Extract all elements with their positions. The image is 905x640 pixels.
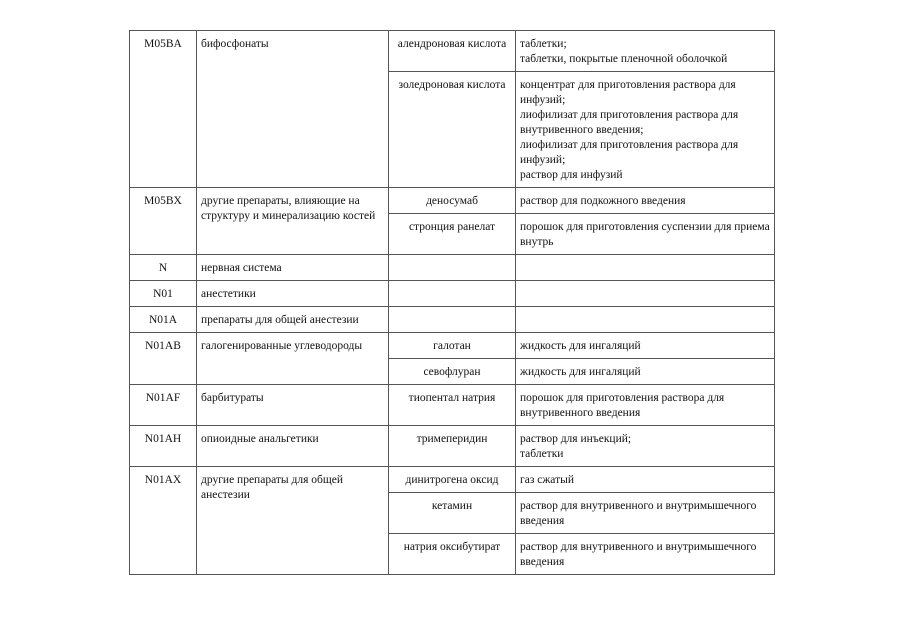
drug-name-cell xyxy=(389,281,516,307)
table-row xyxy=(130,385,775,426)
dosage-forms-cell xyxy=(516,493,775,534)
table-row xyxy=(130,307,775,333)
dosage-form-line: раствор для инфузий xyxy=(520,169,623,181)
atc-table-body xyxy=(130,31,775,575)
dosage-forms-cell xyxy=(516,333,775,359)
atc-group-cell: другие препараты для общей анестезии xyxy=(197,467,389,575)
dosage-forms-cell xyxy=(516,307,775,333)
atc-code-cell: N01A xyxy=(130,307,197,333)
table-row xyxy=(130,426,775,467)
table-row xyxy=(130,467,775,493)
table-row xyxy=(130,333,775,359)
drug-name-cell: севофлуран xyxy=(389,359,516,385)
dosage-form-line: жидкость для ингаляций xyxy=(520,340,641,352)
drug-name-cell: динитрогена оксид xyxy=(389,467,516,493)
atc-group-cell: опиоидные анальгетики xyxy=(197,426,389,467)
dosage-form-line: раствор для инъекций; xyxy=(520,433,632,445)
atc-code-cell: N01AH xyxy=(130,426,197,467)
atc-group-cell: анестетики xyxy=(197,281,389,307)
dosage-forms-cell xyxy=(516,534,775,575)
drug-name-cell: тиопентал натрия xyxy=(389,385,516,426)
dosage-forms-cell xyxy=(516,188,775,214)
atc-code-cell: N01AX xyxy=(130,467,197,575)
dosage-forms-cell xyxy=(516,359,775,385)
atc-group-cell: бифосфонаты xyxy=(197,31,389,188)
dosage-forms-cell xyxy=(516,467,775,493)
dosage-forms-cell xyxy=(516,214,775,255)
drug-name-cell: алендроновая кислота xyxy=(389,31,516,72)
table-row xyxy=(130,255,775,281)
drug-name-cell xyxy=(389,307,516,333)
dosage-form-line: порошок для приготовления раствора для внутривенного введения xyxy=(520,392,725,419)
dosage-form-line: таблетки; xyxy=(520,38,567,50)
atc-group-cell: другие препараты, влияющие на структуру и минерализацию костей xyxy=(197,188,389,255)
atc-table xyxy=(129,30,775,575)
dosage-form-line: концентрат для приготовления раствора для инфузий; xyxy=(520,79,736,106)
atc-code-cell: N01AB xyxy=(130,333,197,385)
dosage-form-line: раствор для внутривенного и внутримышечного введения xyxy=(520,500,757,527)
dosage-form-line: порошок для приготовления суспензии для приема внутрь xyxy=(520,221,770,248)
dosage-forms-cell xyxy=(516,385,775,426)
atc-group-cell: галогенированные углеводороды xyxy=(197,333,389,385)
dosage-form-line: лиофилизат для приготовления раствора для инфузий; xyxy=(520,139,739,166)
drug-name-cell: стронция ранелат xyxy=(389,214,516,255)
atc-group-cell: нервная система xyxy=(197,255,389,281)
drug-name-cell: кетамин xyxy=(389,493,516,534)
dosage-forms-cell xyxy=(516,426,775,467)
dosage-form-line: раствор для подкожного введения xyxy=(520,195,686,207)
dosage-forms-cell xyxy=(516,281,775,307)
dosage-forms-cell xyxy=(516,31,775,72)
drug-name-cell: деносумаб xyxy=(389,188,516,214)
drug-name-cell: галотан xyxy=(389,333,516,359)
atc-group-cell: препараты для общей анестезии xyxy=(197,307,389,333)
atc-code-cell: M05BA xyxy=(130,31,197,188)
atc-code-cell: M05BX xyxy=(130,188,197,255)
dosage-form-line: таблетки, покрытые пленочной оболочкой xyxy=(520,53,728,65)
dosage-form-line: газ сжатый xyxy=(520,474,575,486)
dosage-form-line: таблетки xyxy=(520,448,564,460)
atc-group-cell: барбитураты xyxy=(197,385,389,426)
table-row xyxy=(130,281,775,307)
drug-name-cell: тримеперидин xyxy=(389,426,516,467)
dosage-forms-cell xyxy=(516,72,775,188)
atc-code-cell: N xyxy=(130,255,197,281)
dosage-form-line: лиофилизат для приготовления раствора для внутривенного введения; xyxy=(520,109,739,136)
dosage-form-line: раствор для внутривенного и внутримышечного введения xyxy=(520,541,757,568)
table-row xyxy=(130,188,775,214)
dosage-forms-cell xyxy=(516,255,775,281)
dosage-form-line: жидкость для ингаляций xyxy=(520,366,641,378)
drug-name-cell: натрия оксибутират xyxy=(389,534,516,575)
atc-code-cell: N01AF xyxy=(130,385,197,426)
drug-name-cell xyxy=(389,255,516,281)
atc-code-cell: N01 xyxy=(130,281,197,307)
table-row xyxy=(130,31,775,72)
drug-name-cell: золедроновая кислота xyxy=(389,72,516,188)
